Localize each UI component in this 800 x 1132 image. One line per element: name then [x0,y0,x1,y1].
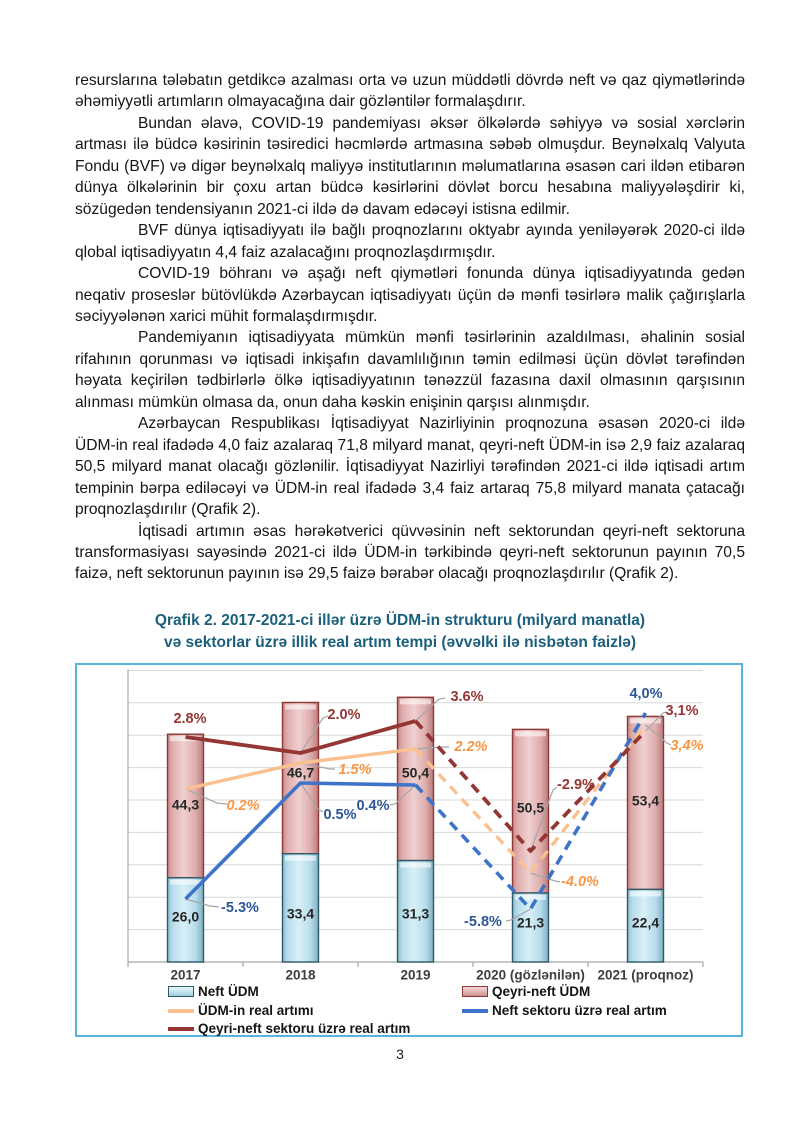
page-number: 3 [396,1046,404,1062]
legend-item-udm-real-artimi [168,1003,314,1018]
bar-bevel-highlight [400,863,431,868]
qeyri-neft-udm-bar-swatch [462,986,488,997]
bar-bevel-highlight [170,880,201,885]
qeyri-neft-sektoru-line-swatch [168,1027,194,1031]
gdp-structure-chart [77,665,741,1035]
udm-real-artimi-line-swatch [168,1009,194,1013]
chart-title [0,610,800,654]
x-axis-label-2020 (gözlənilən): 2020 (gözlənilən) [476,967,585,983]
bar-bevel-highlight [630,891,661,896]
pct-label: 3,1% [665,702,699,719]
x-axis-label-2018: 2018 [285,967,316,983]
bar-bevel-highlight [515,731,546,736]
pct-label: 4,0% [629,685,663,702]
legend-item-neft-sektoru-real-artim [462,1003,667,1018]
neft-sektoru-line-swatch [462,1009,488,1013]
bar-value-label-neft: 22,4 [631,914,660,931]
bar-value-label-qeyri: 50,5 [516,799,545,816]
legend-label: Neft sektoru üzrə real artım [492,1003,667,1018]
legend-label: ÜDM-in real artımı [198,1003,314,1018]
bar-bevel-highlight [285,704,316,709]
x-axis-label-2017: 2017 [170,967,201,983]
bar-value-label-qeyri: 53,4 [631,792,660,809]
body-text [75,70,745,585]
bar-value-label-qeyri: 46,7 [286,764,315,781]
legend-item-qeyri-neft-udm [462,984,590,999]
legend-label: Qeyri-neft ÜDM [492,984,591,999]
pct-label: 0.4% [356,797,390,814]
x-axis-label-2019: 2019 [400,967,431,983]
legend-label: Neft ÜDM [198,984,259,999]
legend-item-neft-udm [168,984,259,999]
paragraph-6: Azərbaycan Respublikası İqtisadiyyat Nazirliyinin proqnozuna əsasən 2020-ci ildə ÜDM-in real ifadədə 4,0 faiz azalaraq 71,8 milyard manat, qeyri-neft ÜDM-in isə 2,9 faiz azalaraq 50,5 milyard manat olacağı gözlənilir. İqtisadiyyat Nazirliyi tərəfindən 2021-ci ildə iqtisadi artım tempinin bərpa ediləcəyi və ÜDM-in real ifadədə 3,4 faiz artaraq 75,8 milyard manata çatacağı proqnozlaşdırılır (Qrafik 2). [75,415,745,519]
pct-label: 0.2% [226,797,260,814]
paragraph-7: İqtisadi artımın əsas hərəkətverici qüvvəsinin neft sektorundan qeyri-neft sektoruna transformasiyası sayəsində 2021-ci ildə ÜDM-in tərkibində qeyri-neft sektorunun payının 70,5 faizə, neft sektorunun payının isə 29,5 faizə bərabər olacağı proqnozlaşdırılır (Qrafik 2). [75,522,745,583]
bar-bevel-highlight [400,699,431,704]
paragraph-4: COVID-19 böhranı və aşağı neft qiymətləri fonunda dünya iqtisadiyyatında gedən neqativ proseslər bütövlükdə Azərbaycan iqtisadiyyatı üçün də mənfi təsirlərə malik çağırışlarla səciyyələnən xarici mühit formalaşdırmışdır. [75,265,745,325]
paragraph-5: Pandemiyanın iqtisadiyyata mümkün mənfi təsirlərinin azaldılması, əhalinin sosial rifahının qorunması və iqtisadi inkişafın davamlılığının təmin edilməsi üçün dövlət tərəfindən həyata keçirilən tədbirlərlə ölkə iqtisadiyyatının tənəzzül fazasına daxil olmasının qarşısının alınması mümkün olmasa da, onun daha kəskin enişinin qarşısı alınmışdır. [75,329,745,411]
paragraph-2: Bundan əlavə, COVID-19 pandemiyası əksər ölkələrdə səhiyyə və sosial xərclərin artması ilə büdcə kəsirinin təsiredici həcmlərdə artmasına səbəb olmuşdur. Beynəlxalq Valyuta Fondu (BVF) və digər beynəlxalq maliyyə institutlarının məlumatlarına əsasən cari ildən etibarən dünya ölkələrinin bir çoxu artan büdcə kəsirlərini dövlət borcu hesabına maliyyələşdirir ki, sözügedən tendensiyanın 2021-ci ildə də davam edəcəyi istisna edilmir. [75,114,745,218]
bar-bevel-highlight [285,856,316,861]
pct-label: 1.5% [338,761,372,778]
pct-label: 3.6% [450,688,484,705]
bar-value-label-neft: 21,3 [516,914,545,931]
bar-value-label-qeyri: 44,3 [171,796,200,813]
bar-value-label-neft: 33,4 [286,905,315,922]
legend-item-qeyri-neft-sektoru-real-artim [168,1021,410,1036]
pct-label: 0.5% [323,806,357,823]
chart-title-line2: və sektorlar üzrə illik real artım tempi (əvvəlki ilə nisbətən faizlə) [163,634,637,651]
bar-value-label-neft: 26,0 [171,908,200,925]
pct-label: 2.0% [327,706,361,723]
neft-udm-bar-swatch [168,986,194,997]
pct-label: -5.8% [464,913,502,930]
legend-label: Qeyri-neft sektoru üzrə real artım [198,1021,411,1036]
pct-label: -5.3% [221,899,259,916]
bar-value-label-qeyri: 50,4 [401,764,430,781]
pct-label: -4.0% [561,873,599,890]
chart-frame [75,663,743,1037]
paragraph-3: BVF dünya iqtisadiyyatı ilə bağlı proqnozlarını oktyabr ayında yeniləyərək 2020-ci ildə qlobal iqtisadiyyatın 4,4 faiz azalacağını proqnozlaşdırmışdır. [75,222,745,261]
pct-label: -2.9% [557,776,595,793]
pct-label: 3,4% [670,737,704,754]
bar-value-label-neft: 31,3 [401,905,430,922]
pct-label: 2.2% [454,738,488,755]
x-axis-label-2021 (proqnoz): 2021 (proqnoz) [597,967,694,983]
chart-title-line1: Qrafik 2. 2017-2021-ci illər üzrə ÜDM-in strukturu (milyard manatla) [154,612,646,629]
pct-label: 2.8% [173,710,207,727]
paragraph-1: resurslarına tələbatın getdikcə azalması orta və uzun müddətli dövrdə neft və qaz qiymətlərində əhəmiyyətli artımların olmayacağına dair gözləntilər formalaşdırır. [75,72,745,111]
